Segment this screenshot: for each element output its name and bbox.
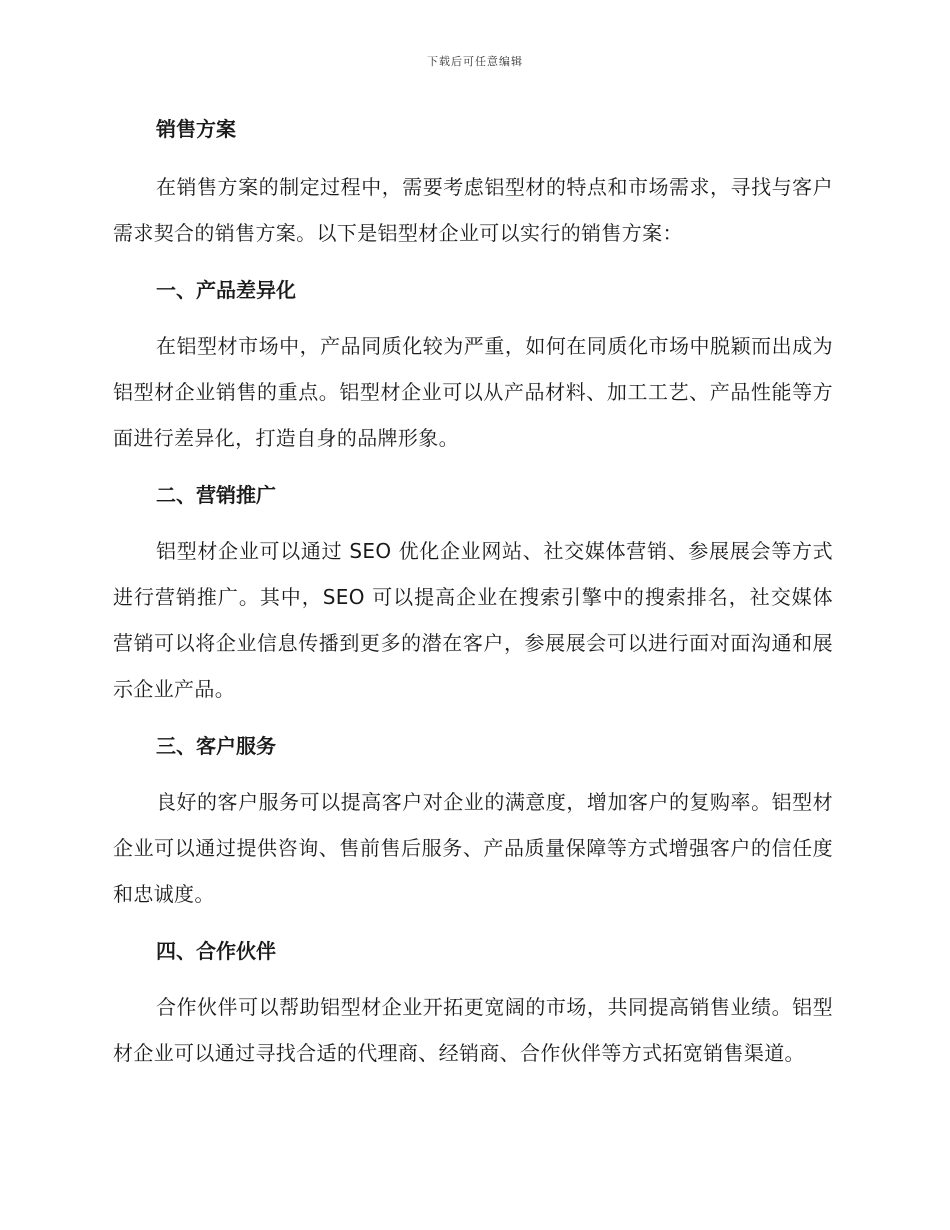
section-body-2: 铝型材企业可以通过 SEO 优化企业网站、社交媒体营销、参展展会等方式进行营销推广。其中，SEO 可以提高企业在搜索引擎中的搜索排名，社交媒体营销可以将企业信息传播到更多的潜在客户，参展展会可以进行面对面沟通和展示企业产品。 [113,539,833,701]
intro-paragraph: 在销售方案的制定过程中，需要考虑铝型材的特点和市场需求，寻找与客户需求契合的销售方案。以下是铝型材企业可以实行的销售方案： [113,175,833,245]
header-note: 下载后可任意编辑 [427,55,523,68]
section-body-3: 良好的客户服务可以提高客户对企业的满意度，增加客户的复购率。铝型材企业可以通过提供咨询、售前售后服务、产品质量保障等方式增强客户的信任度和忠诚度。 [113,790,833,906]
section-heading-4: 四、合作伙伴 [156,939,276,963]
section-heading-3: 三、客户服务 [156,734,276,758]
section-body-1: 在铝型材市场中，产品同质化较为严重，如何在同质化市场中脱颖而出成为铝型材企业销售的重点。铝型材企业可以从产品材料、加工工艺、产品性能等方面进行差异化，打造自身的品牌形象。 [113,334,833,450]
section-heading-1: 一、产品差异化 [156,278,296,302]
section-body-4: 合作伙伴可以帮助铝型材企业开拓更宽阔的市场，共同提高销售业绩。铝型材企业可以通过寻找合适的代理商、经销商、合作伙伴等方式拓宽销售渠道。 [113,995,833,1065]
document-title: 销售方案 [156,117,236,141]
document-body [113,114,833,1076]
section-heading-2: 二、营销推广 [156,483,276,507]
